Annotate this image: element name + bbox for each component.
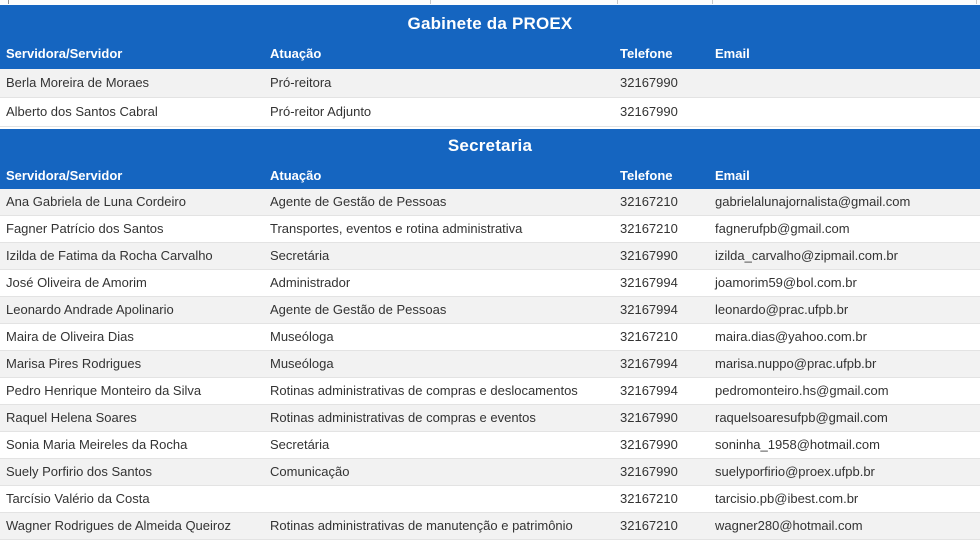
- cell-atuacao: Museóloga: [270, 329, 334, 344]
- column-header-email: Email: [715, 168, 750, 183]
- cell-atuacao: Pró-reitora: [270, 75, 332, 90]
- cell-email: joamorim59@bol.com.br: [715, 275, 857, 290]
- table-row: [0, 405, 980, 432]
- section-title-gabinete: Gabinete da PROEX: [0, 5, 980, 41]
- remnant-cell-border: [8, 0, 9, 4]
- cell-telefone: 32167210: [620, 221, 678, 236]
- cell-atuacao: Comunicação: [270, 464, 350, 479]
- cell-servidor: Suely Porfirio dos Santos: [6, 464, 152, 479]
- cell-atuacao: Museóloga: [270, 356, 334, 371]
- cell-email: soninha_1958@hotmail.com: [715, 437, 880, 452]
- cell-atuacao: Pró-reitor Adjunto: [270, 104, 372, 119]
- cell-email: raquelsoaresufpb@gmail.com: [715, 410, 888, 425]
- cell-telefone: 32167210: [620, 518, 678, 533]
- cell-telefone: 32167210: [620, 491, 678, 506]
- previous-table-remnant: [0, 0, 980, 5]
- cell-atuacao: Rotinas administrativas de compras e deslocamentos: [270, 383, 578, 398]
- column-header-row: [0, 41, 980, 69]
- remnant-cell-border: [430, 0, 431, 4]
- cell-email: izilda_carvalho@zipmail.com.br: [715, 248, 898, 263]
- cell-atuacao: [264, 486, 614, 512]
- section-title-secretaria: Secretaria: [0, 129, 980, 163]
- cell-atuacao: Agente de Gestão de Pessoas: [270, 302, 447, 317]
- table-row: [0, 189, 980, 216]
- cell-servidor: Sonia Maria Meireles da Rocha: [6, 437, 188, 452]
- table-row: [0, 324, 980, 351]
- cell-email: tarcisio.pb@ibest.com.br: [715, 491, 859, 506]
- table-row: [0, 98, 980, 127]
- cell-servidor: Raquel Helena Soares: [6, 410, 137, 425]
- cell-telefone: 32167210: [620, 329, 678, 344]
- column-header-atuacao: Atuação: [270, 168, 322, 183]
- cell-telefone: 32167994: [620, 275, 678, 290]
- cell-servidor: Wagner Rodrigues de Almeida Queiroz: [6, 518, 231, 533]
- cell-telefone: 32167990: [620, 75, 678, 90]
- cell-email: fagnerufpb@gmail.com: [715, 221, 850, 236]
- table-row: [0, 459, 980, 486]
- cell-telefone: 32167994: [620, 383, 678, 398]
- cell-servidor: Maira de Oliveira Dias: [6, 329, 134, 344]
- cell-servidor: Pedro Henrique Monteiro da Silva: [6, 383, 202, 398]
- cell-email: pedromonteiro.hs@gmail.com: [715, 383, 889, 398]
- cell-servidor: Alberto dos Santos Cabral: [6, 104, 158, 119]
- cell-email: leonardo@prac.ufpb.br: [715, 302, 849, 317]
- remnant-cell-border: [712, 0, 713, 4]
- column-header-atuacao: Atuação: [270, 46, 322, 61]
- cell-atuacao: Rotinas administrativas de manutenção e patrimônio: [270, 518, 573, 533]
- cell-email: wagner280@hotmail.com: [715, 518, 863, 533]
- column-header-email: Email: [715, 46, 750, 61]
- column-header-telefone: Telefone: [620, 46, 673, 61]
- remnant-cell-border: [976, 0, 977, 4]
- cell-servidor: Izilda de Fatima da Rocha Carvalho: [6, 248, 213, 263]
- cell-email: suelyporfirio@proex.ufpb.br: [715, 464, 875, 479]
- cell-telefone: 32167990: [620, 437, 678, 452]
- table-row: [0, 243, 980, 270]
- table-row: [0, 513, 980, 540]
- cell-email: gabrielalunajornalista@gmail.com: [715, 194, 911, 209]
- table-row: [0, 486, 980, 513]
- table-row: [0, 297, 980, 324]
- column-header-servidor: Servidora/Servidor: [6, 46, 123, 61]
- table-row: [0, 351, 980, 378]
- column-header-telefone: Telefone: [620, 168, 673, 183]
- column-header-servidor: Servidora/Servidor: [6, 168, 123, 183]
- cell-atuacao: Agente de Gestão de Pessoas: [270, 194, 447, 209]
- cell-servidor: Tarcísio Valério da Costa: [6, 491, 150, 506]
- cell-telefone: 32167990: [620, 464, 678, 479]
- cell-telefone: 32167990: [620, 104, 678, 119]
- cell-servidor: Ana Gabriela de Luna Cordeiro: [6, 194, 186, 209]
- table-row: [0, 216, 980, 243]
- cell-telefone: 32167990: [620, 248, 678, 263]
- table-row: [0, 69, 980, 98]
- cell-atuacao: Transportes, eventos e rotina administrativa: [270, 221, 523, 236]
- cell-atuacao: Administrador: [270, 275, 351, 290]
- cell-servidor: José Oliveira de Amorim: [6, 275, 147, 290]
- cell-servidor: Berla Moreira de Moraes: [6, 75, 150, 90]
- table-row: [0, 432, 980, 459]
- cell-servidor: Fagner Patrício dos Santos: [6, 221, 164, 236]
- remnant-cell-border: [617, 0, 618, 4]
- cell-email: maira.dias@yahoo.com.br: [715, 329, 867, 344]
- cell-email: marisa.nuppo@prac.ufpb.br: [715, 356, 877, 371]
- cell-telefone: 32167994: [620, 302, 678, 317]
- cell-atuacao: Secretária: [270, 248, 330, 263]
- cell-email: [709, 69, 980, 97]
- column-header-row: [0, 163, 980, 189]
- cell-atuacao: Rotinas administrativas de compras e eventos: [270, 410, 536, 425]
- table-row: [0, 378, 980, 405]
- cell-servidor: Marisa Pires Rodrigues: [6, 356, 142, 371]
- cell-atuacao: Secretária: [270, 437, 330, 452]
- cell-servidor: Leonardo Andrade Apolinario: [6, 302, 174, 317]
- cell-email: [709, 98, 980, 126]
- cell-telefone: 32167210: [620, 194, 678, 209]
- section-gabinete: [0, 5, 980, 127]
- section-secretaria: [0, 129, 980, 540]
- table-row: [0, 270, 980, 297]
- cell-telefone: 32167990: [620, 410, 678, 425]
- cell-telefone: 32167994: [620, 356, 678, 371]
